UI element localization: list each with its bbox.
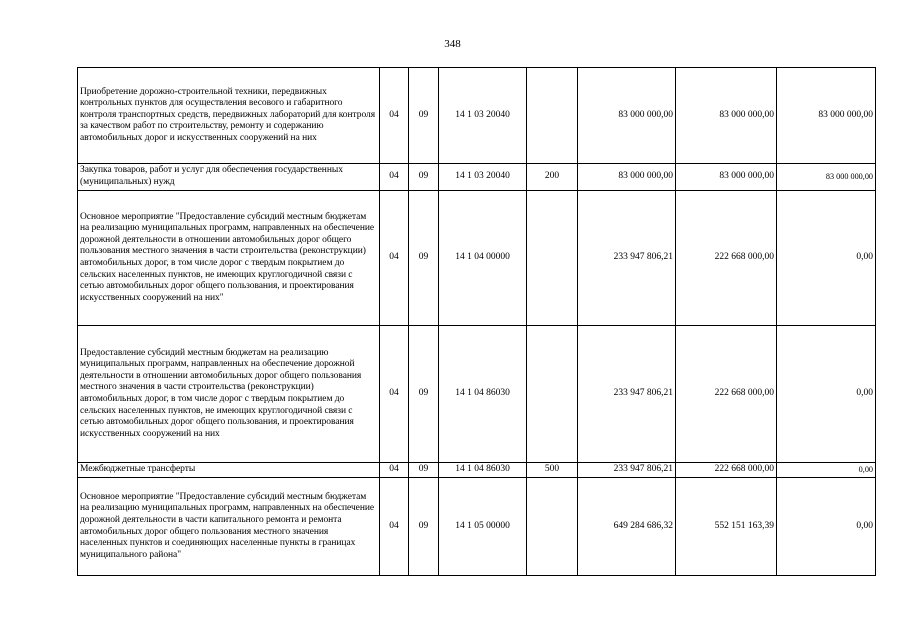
amount-year-3-cell: 0,00 [777,191,876,326]
section-code-cell: 04 [380,191,409,326]
table-row [78,191,876,326]
section-code-cell: 04 [380,164,409,191]
amount-year-3-cell: 0,00 [777,478,876,576]
amount-year-2-cell: 222 668 000,00 [676,326,777,463]
expense-type-cell [527,68,578,164]
table-row [78,326,876,463]
section-code-cell: 04 [380,478,409,576]
row-name-cell: Закупка товаров, работ и услуг для обеспечения государственных (муниципальных) нужд [78,164,380,191]
row-name-cell: Основное мероприятие "Предоставление субсидий местным бюджетам на реализацию муниципальных программ, направленных на обеспечение дорожной деятельности в части капитального ремонта и ремонта автомобильных дорог общего пользования местного значения населенных пунктов и соединяющих населенные пункты в границах муниципального района" [78,478,380,576]
row-name-cell: Основное мероприятие "Предоставление субсидий местным бюджетам на реализацию муниципальных программ, направленных на обеспечение дорожной деятельности в отношении автомобильных дорог общего пользования местного значения в части строительства (реконструкции) автомобильных дорог, в том числе дорог с твердым покрытием до сельских населенных пунктов, не имеющих круглогодичной связи с сетью автомобильных дорог общего пользования, и проектирования искусственных сооружений на них" [78,191,380,326]
subsection-code-cell: 09 [409,164,439,191]
table-row [78,68,876,164]
target-article-cell: 14 1 03 20040 [439,164,527,191]
expense-type-cell: 500 [527,463,578,478]
target-article-cell: 14 1 03 20040 [439,68,527,164]
amount-year-1-cell: 233 947 806,21 [578,326,676,463]
row-name-cell: Приобретение дорожно-строительной техники, передвижных контрольных пунктов для осуществления весового и габаритного контроля транспортных средств, передвижных лабораторий для контроля за качеством работ по строительству, ремонту и содержанию автомобильных дорог и искусственных сооружений на них [78,68,380,164]
subsection-code-cell: 09 [409,68,439,164]
amount-year-1-cell: 649 284 686,32 [578,478,676,576]
section-code-cell: 04 [380,326,409,463]
target-article-cell: 14 1 04 00000 [439,191,527,326]
row-name-cell: Предоставление субсидий местным бюджетам на реализацию муниципальных программ, направленных на обеспечение дорожной деятельности в отношении автомобильных дорог общего пользования местного значения в части строительства (реконструкции) автомобильных дорог, в том числе дорог с твердым покрытием до сельских населенных пунктов, не имеющих круглогодичной связи с сетью автомобильных дорог общего пользования, и проектирования искусственных сооружений на них [78,326,380,463]
subsection-code-cell: 09 [409,478,439,576]
section-code-cell: 04 [380,68,409,164]
amount-year-2-cell: 222 668 000,00 [676,463,777,478]
subsection-code-cell: 09 [409,326,439,463]
table-row [78,463,876,478]
budget-table [77,67,876,576]
amount-year-3-cell: 83 000 000,00 [777,164,876,191]
amount-year-3-cell: 0,00 [777,463,876,478]
expense-type-cell [527,326,578,463]
amount-year-3-cell: 83 000 000,00 [777,68,876,164]
amount-year-2-cell: 222 668 000,00 [676,191,777,326]
expense-type-cell: 200 [527,164,578,191]
section-code-cell: 04 [380,463,409,478]
target-article-cell: 14 1 05 00000 [439,478,527,576]
amount-year-1-cell: 233 947 806,21 [578,191,676,326]
amount-year-1-cell: 83 000 000,00 [578,164,676,191]
expense-type-cell [527,478,578,576]
subsection-code-cell: 09 [409,191,439,326]
amount-year-2-cell: 83 000 000,00 [676,68,777,164]
page-number: 348 [444,38,461,50]
expense-type-cell [527,191,578,326]
amount-year-1-cell: 83 000 000,00 [578,68,676,164]
table-row [78,164,876,191]
row-name-cell: Межбюджетные трансферты [78,463,380,478]
amount-year-2-cell: 552 151 163,39 [676,478,777,576]
amount-year-1-cell: 233 947 806,21 [578,463,676,478]
table-row [78,478,876,576]
target-article-cell: 14 1 04 86030 [439,326,527,463]
amount-year-3-cell: 0,00 [777,326,876,463]
subsection-code-cell: 09 [409,463,439,478]
amount-year-2-cell: 83 000 000,00 [676,164,777,191]
target-article-cell: 14 1 04 86030 [439,463,527,478]
